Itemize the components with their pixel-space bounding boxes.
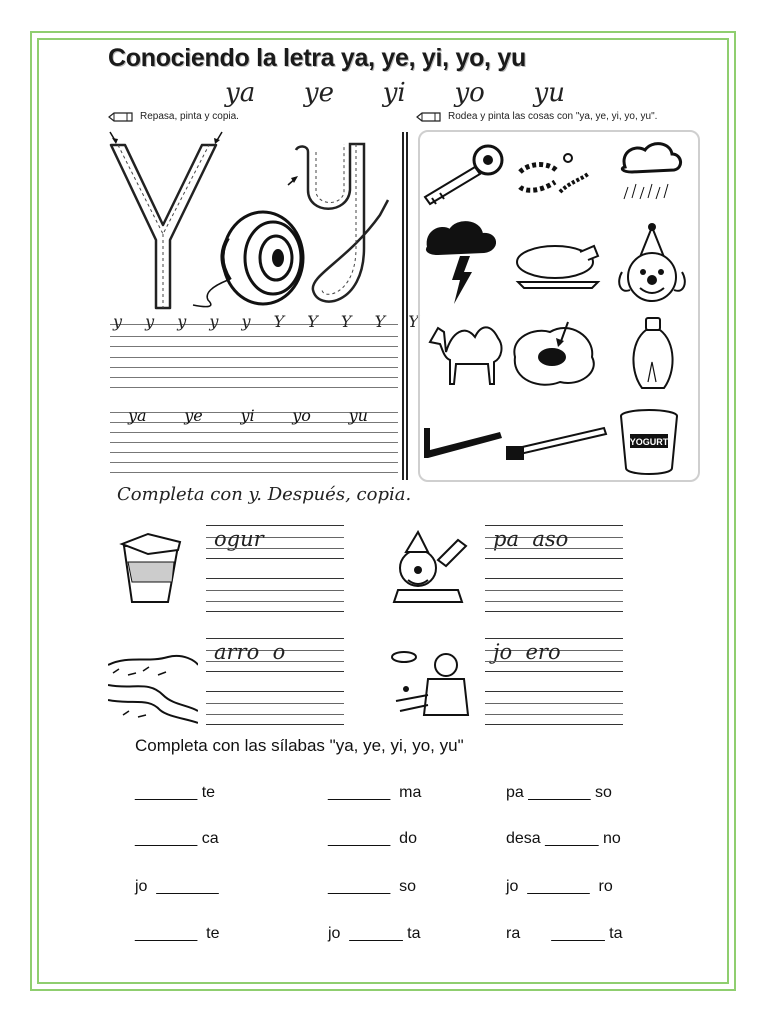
letter-y-tracing [108,130,403,315]
clown-icon [619,223,685,301]
yogurt-label: YOGURT [629,437,669,447]
rain-cloud-icon [622,144,680,199]
pencil-icon [108,112,134,122]
word-arro-o: arro o [214,640,286,664]
right-instruction [416,111,657,122]
word-ogur: ogur [214,527,264,551]
fried-egg-icon [514,322,593,385]
syllable-ya: ya [225,78,256,108]
copy-syllable: ya [128,406,147,425]
jeweler-icon [388,645,474,721]
fill-item[interactable]: jo _______ [135,878,219,895]
yogurt-icon [621,410,677,474]
left-instruction-text: Repasa, pinta y copia. [140,111,239,122]
fill-item[interactable]: _______ te [135,784,216,801]
fill-item[interactable]: ra ______ ta [506,925,623,942]
yoyo-icon [193,212,303,307]
fill-item[interactable]: _______ so [328,878,417,895]
right-instruction-text: Rodea y pinta las cosas con "ya, ye, yi, yo, yu". [448,111,658,122]
complete-title: Completa con y. Después, copia. [117,484,412,505]
write-box-ogur-copy[interactable] [206,578,344,612]
fill-item[interactable]: jo _______ ro [506,878,613,895]
yogurt-cup-icon [118,532,188,608]
copy-syllable: yi [240,406,255,425]
worksheet-title: Conociendo la letra ya, ye, yi, yo, yu [108,44,526,72]
syllable-yu: yu [533,78,565,108]
pencil-icon [416,112,442,122]
camel-icon [430,327,501,384]
fill-item[interactable]: _______ te [135,925,220,942]
write-box-ogur[interactable] [206,525,344,559]
square-ruler-icon [424,428,502,458]
stream-icon [108,645,198,725]
word-pa-aso: pa aso [493,527,569,551]
fill-item[interactable]: desa ______ no [506,830,621,847]
word-jo-ero: jo ero [493,640,561,664]
fill-item[interactable]: _______ do [328,830,417,847]
key-icon [425,146,502,204]
write-box-arroyo[interactable] [206,638,344,672]
copy-syllable: yo [292,406,311,425]
trace-row-letters: y y y y y Y Y Y Y Y [113,312,428,331]
write-box-arroyo-copy[interactable] [206,691,344,725]
lightning-icon [427,222,495,304]
left-instruction [108,111,239,122]
pictures-grid [420,132,698,480]
syllable-ye: ye [303,78,334,108]
fill-item[interactable]: _______ ca [135,830,219,847]
copy-row-syllables [128,406,368,425]
copy-syllable: yu [348,406,368,425]
fill-item[interactable]: jo ______ ta [328,925,421,942]
syllable-yo: yo [454,78,485,108]
fill-item[interactable]: pa _______ so [506,784,612,801]
syllables-header [225,78,565,108]
write-box-joyero-copy[interactable] [485,691,623,725]
write-box-payaso-copy[interactable] [485,578,623,612]
fill-item[interactable]: _______ ma [328,784,422,801]
clown-trumpet-icon [388,530,472,604]
light-bulb-icon [633,318,672,388]
panel-divider [402,132,408,480]
toothbrush-icon [506,428,606,460]
write-box-payaso[interactable] [485,525,623,559]
write-box-joyero[interactable] [485,638,623,672]
necklace-icon [520,154,588,192]
roast-chicken-icon [517,246,598,288]
syllables-exercise-title: Completa con las sílabas "ya, ye, yi, yo, yu" [135,736,464,755]
syllable-yi: yi [382,78,406,108]
copy-syllable: ye [184,406,203,425]
